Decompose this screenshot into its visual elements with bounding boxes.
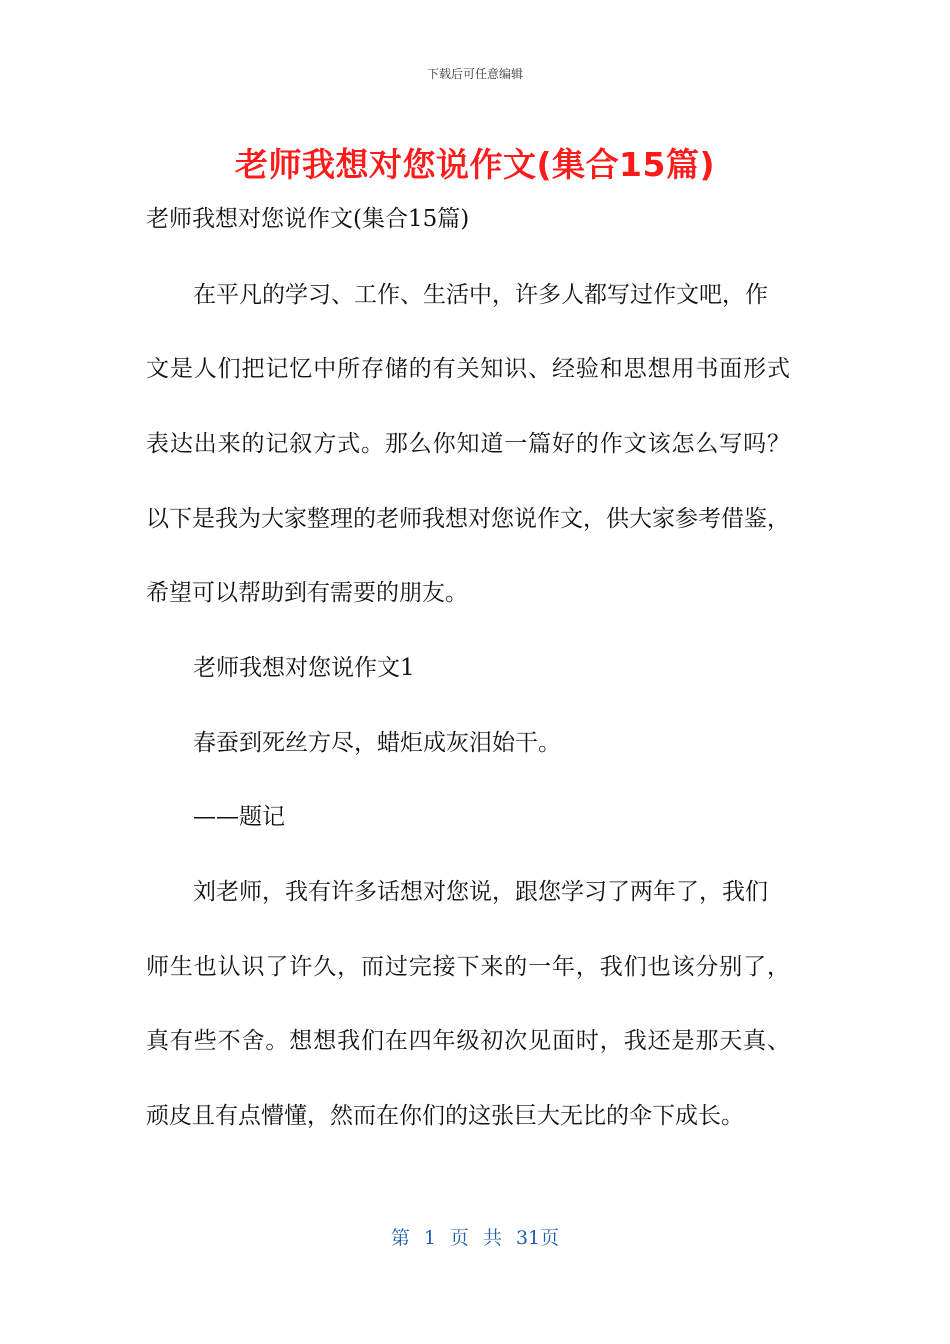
intro-line-5: 希望可以帮助到有需要的朋友。 xyxy=(146,580,468,606)
epigraph: 春蚕到死丝方尽，蜡炬成灰泪始干。 xyxy=(193,730,561,756)
body-line-1: 刘老师，我有许多话想对您说，跟您学习了两年了，我们 xyxy=(193,879,768,905)
footer-current-page: 1 xyxy=(423,1227,436,1249)
document-title: 老师我想对您说作文(集合15篇) xyxy=(234,145,716,184)
footer-page-label: 页 xyxy=(449,1227,469,1249)
epigraph-source: ——题记 xyxy=(193,804,285,830)
body-line-4: 顽皮且有点懵懂，然而在你们的这张巨大无比的伞下成长。 xyxy=(146,1103,744,1129)
intro-line-3: 表达出来的记叙方式。那么你知道一篇好的作文该怎么写吗？ xyxy=(146,431,790,457)
footer-total-label: 共 xyxy=(482,1227,502,1249)
intro-line-2: 文是人们把记忆中所存储的有关知识、经验和思想用书面形式 xyxy=(146,356,790,382)
body-line-2: 师生也认识了许久，而过完接下来的一年，我们也该分别了， xyxy=(146,954,790,980)
header-note: 下载后可任意编辑 xyxy=(426,67,523,81)
body-line-3: 真有些不舍。想想我们在四年级初次见面时，我还是那天真、 xyxy=(146,1028,790,1054)
footer-total-pages: 31页 xyxy=(515,1227,560,1249)
essay-heading: 老师我想对您说作文1 xyxy=(193,655,415,681)
footer-prefix: 第 xyxy=(390,1227,410,1249)
intro-line-1: 在平凡的学习、工作、生活中，许多人都写过作文吧，作 xyxy=(193,282,768,308)
intro-line-4: 以下是我为大家整理的老师我想对您说作文，供大家参考借鉴， xyxy=(146,506,790,532)
document-subtitle: 老师我想对您说作文(集合15篇) xyxy=(146,206,470,232)
page-footer xyxy=(0,1225,950,1251)
